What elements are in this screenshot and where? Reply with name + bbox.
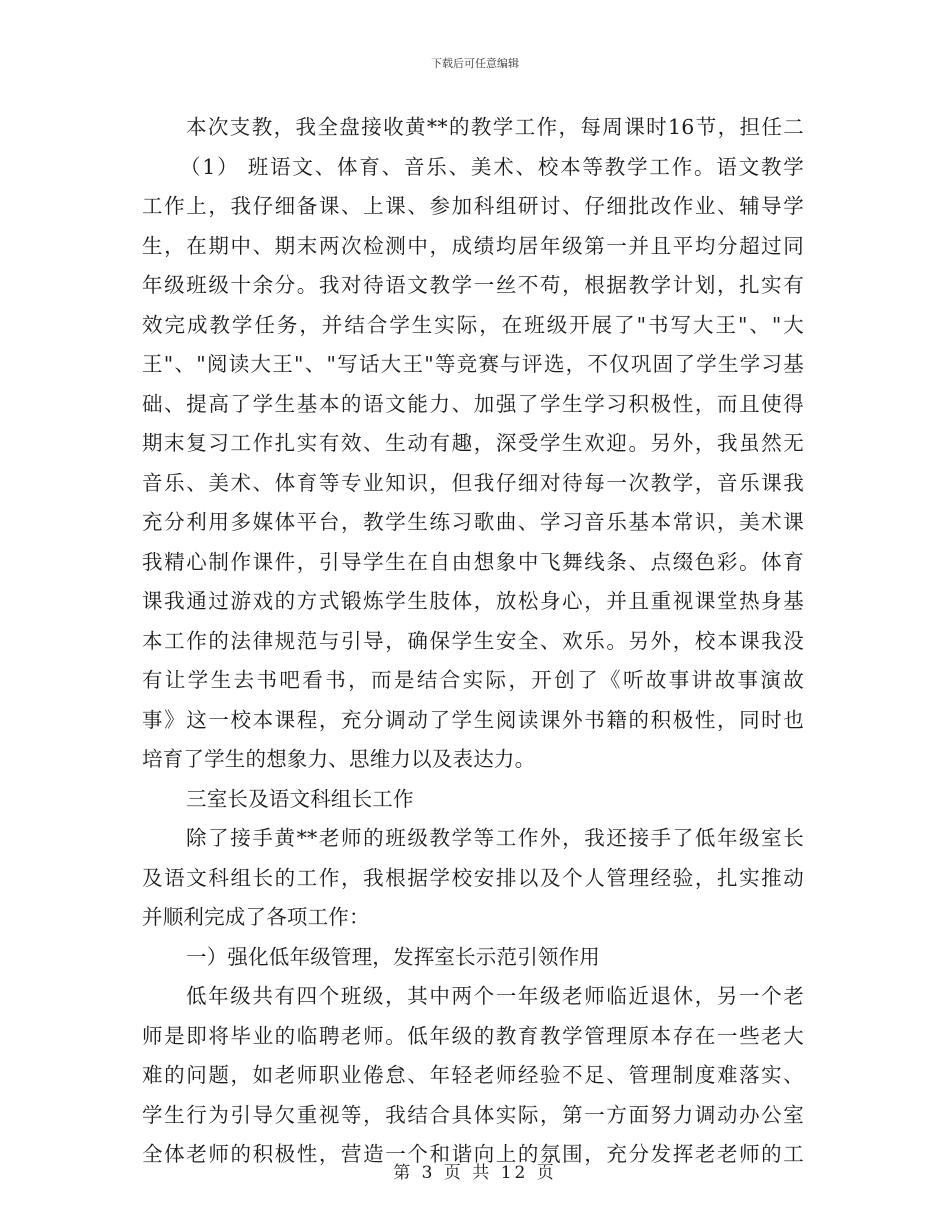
body-line: 年级班级十余分。我对待语文教学一丝不苟，根据教学计划，扎实有 <box>142 273 804 297</box>
page-header-note: 下载后可任意编辑 <box>431 57 519 70</box>
body-line: 充分利用多媒体平台，教学生练习歌曲、学习音乐基本常识，美术课 <box>142 510 804 534</box>
body-line: 师是即将毕业的临聘老师。低年级的教育教学管理原本存在一些老大 <box>142 1023 804 1048</box>
body-line: 事》这一校本课程，充分调动了学生阅读课外书籍的积极性，同时也 <box>142 707 804 732</box>
body-line: 课我通过游戏的方式锻炼学生肢体，放松身心，并且重视课堂热身基 <box>142 589 804 613</box>
section-heading: 三室长及语文科组长工作 <box>186 786 414 811</box>
body-line: 学生行为引导欠重视等，我结合具体实际，第一方面努力调动办公室 <box>142 1102 804 1127</box>
body-line: 有让学生去书吧看书，而是结合实际，开创了《听故事讲故事演故 <box>142 668 804 692</box>
body-line: 除了接手黄**老师的班级教学等工作外，我还接手了低年级室长 <box>186 826 804 850</box>
body-line: 及语文科组长的工作，我根据学校安排以及个人管理经验，扎实推动 <box>142 865 804 890</box>
document-body <box>142 108 804 1175</box>
body-line: 本次支教，我全盘接收黄**的教学工作，每周课时16节，担任二 <box>186 115 804 139</box>
body-line: 低年级共有四个班级，其中两个一年级老师临近退休，另一个老 <box>186 984 804 1008</box>
body-line: 生，在期中、期末两次检测中，成绩均居年级第一并且平均分超过同 <box>142 233 804 258</box>
body-line: 音乐、美术、体育等专业知识，但我仔细对待每一次教学，音乐课我 <box>142 470 804 495</box>
body-line: 难的问题，如老师职业倦怠、年轻老师经验不足、管理制度难落实、 <box>142 1063 804 1087</box>
body-line: 我精心制作课件，引导学生在自由想象中飞舞线条、点缀色彩。体育 <box>142 549 804 574</box>
body-line: 本工作的法律规范与引导，确保学生安全、欢乐。另外，校本课我没 <box>142 628 804 653</box>
page-number: 第 3 页 共 12 页 <box>393 1163 557 1183</box>
body-line: 期末复习工作扎实有效、生动有趣，深受学生欢迎。另外，我虽然无 <box>142 431 804 455</box>
body-line: 王"、"阅读大王"、"写话大王"等竞赛与评选，不仅巩固了学生学习基 <box>142 352 804 376</box>
subsection-heading: 一）强化低年级管理，发挥室长示范引领作用 <box>186 944 600 969</box>
body-line: 础、提高了学生基本的语文能力、加强了学生学习积极性，而且使得 <box>142 391 804 416</box>
body-line: （1） 班语文、体育、音乐、美术、校本等教学工作。语文教学 <box>180 154 804 179</box>
body-line: 效完成教学任务，并结合学生实际，在班级开展了"书写大王"、"大 <box>142 312 804 337</box>
body-line: 并顺利完成了各项工作： <box>142 905 370 929</box>
body-line: 工作上，我仔细备课、上课、参加科组研讨、仔细批改作业、辅导学 <box>142 194 804 218</box>
body-line: 全体老师的积极性，营造一个和谐向上的氛围，充分发挥老老师的工 <box>142 1142 804 1166</box>
body-line: 培育了学生的想象力、思维力以及表达力。 <box>142 747 536 771</box>
